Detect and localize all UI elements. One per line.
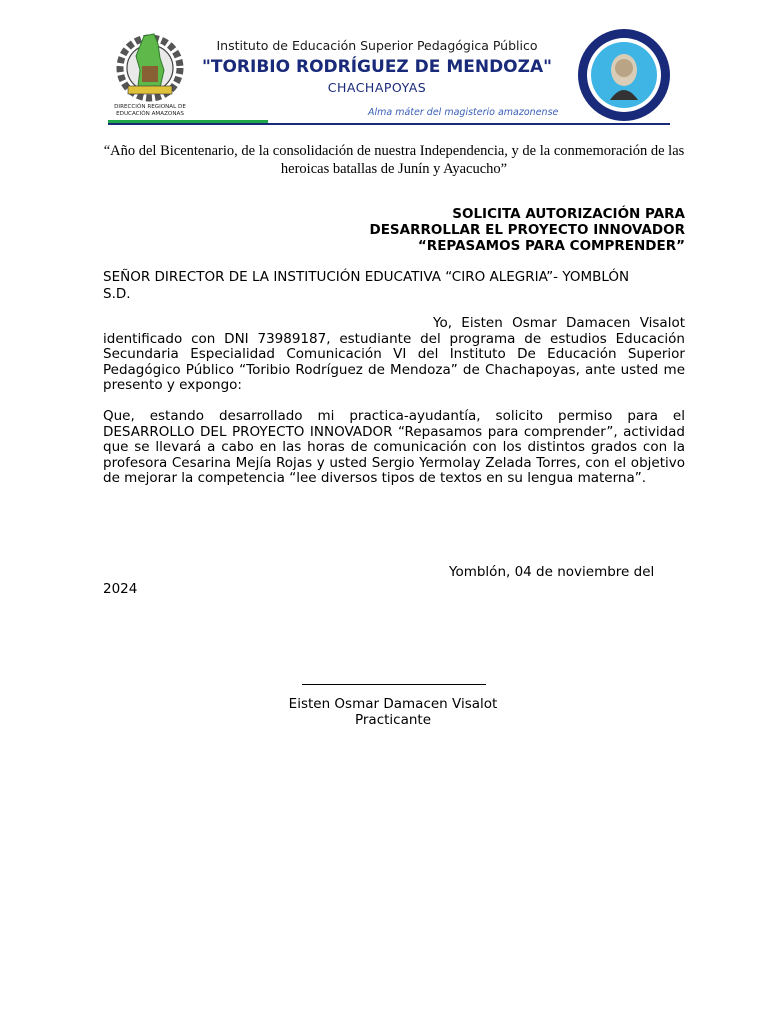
year-motto: “Año del Bicentenario, de la consolidación de nuestra Independencia, y de la conmemoración de las heroicas batallas de Junín y Ayacucho” [103,143,685,177]
signer-block [233,697,553,728]
institute-seal-icon [574,28,674,124]
institute-type: Instituto de Educación Superior Pedagógica Público [216,38,538,53]
request-paragraph: Que, estando desarrollado mi practica-ayudantía, solicito permiso para el DESARROLLO DEL PROYECTO INNOVADOR “Repasamos para comprender”, actividad que se llevará a cabo en las horas de comunicación con los distintos grados con la profesora Cesarina Mejía Rojas y usted Sergio Yermolay Zelada Torres, con el objetivo de mejorar la competencia “lee diversos tipos de textos en su lengua materna”. [103,408,685,487]
signature-line [302,684,486,685]
institute-seal [574,28,674,128]
institute-name: "TORIBIO RODRÍGUEZ DE MENDOZA" [202,57,552,77]
subject-line: “REPASAMOS PARA COMPRENDER” [417,238,685,254]
subject-line: SOLICITA AUTORIZACIÓN PARA [452,206,685,222]
subject-line: DESARROLLAR EL PROYECTO INNOVADOR [369,222,685,238]
addressee-salutation: S.D. [103,285,131,302]
subject-block [103,206,685,254]
letterhead-rule [108,123,670,125]
signer-name: Eisten Osmar Damacen Visalot [288,696,498,712]
regional-seal-icon [114,30,186,104]
regional-seal-caption: DIRECCIÓN REGIONAL DE EDUCACIÓN AMAZONAS [114,104,186,117]
addressee [103,269,685,302]
institute-city: CHACHAPOYAS [327,80,427,95]
introduction-text: Yo, Eisten Osmar Damacen Visalot identificado con DNI 73989187, estudiante del programa de estudios Educación Secundaria Especialidad Comunicación VI del Instituto De Educación Superior Pedagógico Público “Toribio Rodríguez de Mendoza” de Chachapoyas, ante usted me presento y expongo: [103,315,685,394]
institute-motto: Alma máter del magisterio amazonense [368,107,559,118]
letterhead [100,28,678,128]
introduction-paragraph [103,316,685,394]
place-date [103,564,685,598]
signer-role: Practicante [354,711,432,728]
addressee-line: SEÑOR DIRECTOR DE LA INSTITUCIÓN EDUCATIVA “CIRO ALEGRIA”- YOMBLÓN [103,269,630,285]
place-date-text: Yomblón, 04 de noviembre del 2024 [103,564,655,597]
